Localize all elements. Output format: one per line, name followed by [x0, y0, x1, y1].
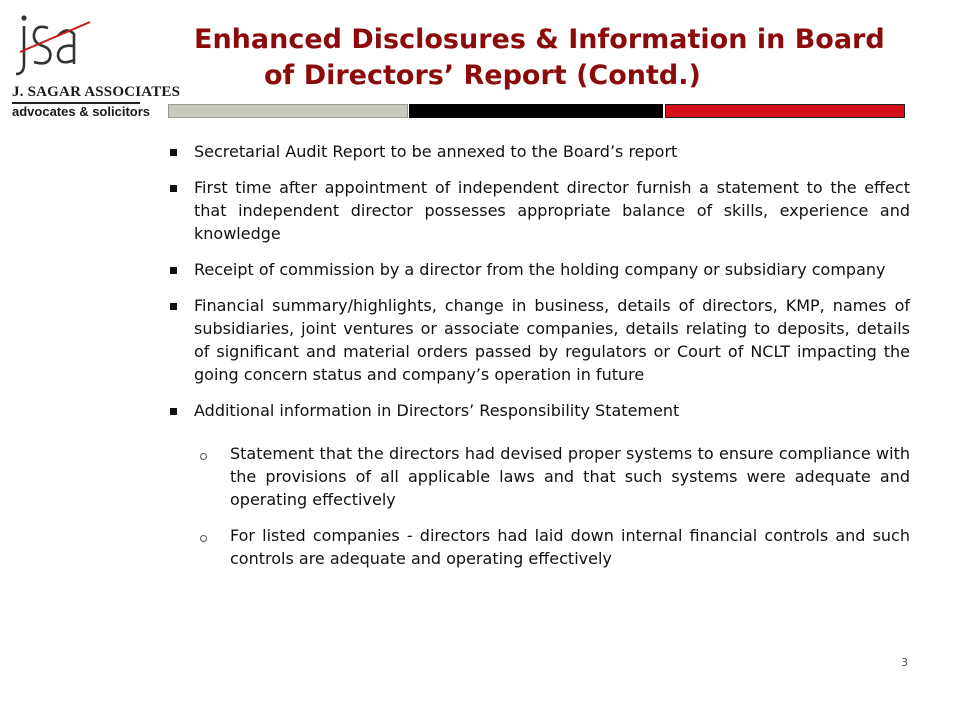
bullet-text: Financial summary/highlights, change in business, details of directors, KMP, names of subsidiaries, joint ventures or associate companies, details relating to deposits, details of significant and material orders passed by regulators or Court of NCLT impacting the going concern status and company’s operation in future [194, 296, 910, 384]
bullet-item [164, 140, 910, 163]
slide-title-line-2: of Directors’ Report (Contd.) [264, 60, 701, 91]
sub-bullet-item [164, 442, 910, 511]
title-bar-black-segment [409, 104, 663, 118]
bullet-item [164, 399, 910, 422]
bullet-item [164, 176, 910, 245]
bullet-text: Additional information in Directors’ Responsibility Statement [194, 401, 680, 420]
square-bullet-icon [170, 185, 177, 192]
bullet-text: Receipt of commission by a director from the holding company or subsidiary company [194, 260, 886, 279]
slide-title [172, 22, 892, 94]
circle-bullet-icon [200, 453, 207, 460]
slide-body [164, 140, 910, 583]
slide-title-line-1: Enhanced Disclosures & Information in Board [194, 24, 885, 55]
bullet-text: First time after appointment of independent director furnish a statement to the effect that independent director possesses appropriate balance of skills, experience and knowledge [194, 178, 910, 243]
page-number: 3 [901, 656, 908, 669]
square-bullet-icon [170, 267, 177, 274]
sub-bullet-item [164, 524, 910, 570]
square-bullet-icon [170, 303, 177, 310]
square-bullet-icon [170, 149, 177, 156]
circle-bullet-icon [200, 535, 207, 542]
bullet-item [164, 294, 910, 386]
jsa-logo-mark-icon [14, 12, 94, 84]
sub-bullet-text: For listed companies - directors had laid down internal financial controls and such controls are adequate and operating effectively [230, 526, 910, 568]
title-bar-gray-segment [168, 104, 408, 118]
bullet-item [164, 258, 910, 281]
firm-name: J. SAGAR ASSOCIATES [12, 84, 181, 100]
title-bar-red-segment [665, 104, 905, 118]
square-bullet-icon [170, 408, 177, 415]
firm-tagline: advocates & solicitors [12, 104, 150, 119]
sub-bullet-text: Statement that the directors had devised proper systems to ensure compliance with the provisions of all applicable laws and that such systems were adequate and operating effectively [230, 444, 910, 509]
bullet-text: Secretarial Audit Report to be annexed to the Board’s report [194, 142, 678, 161]
